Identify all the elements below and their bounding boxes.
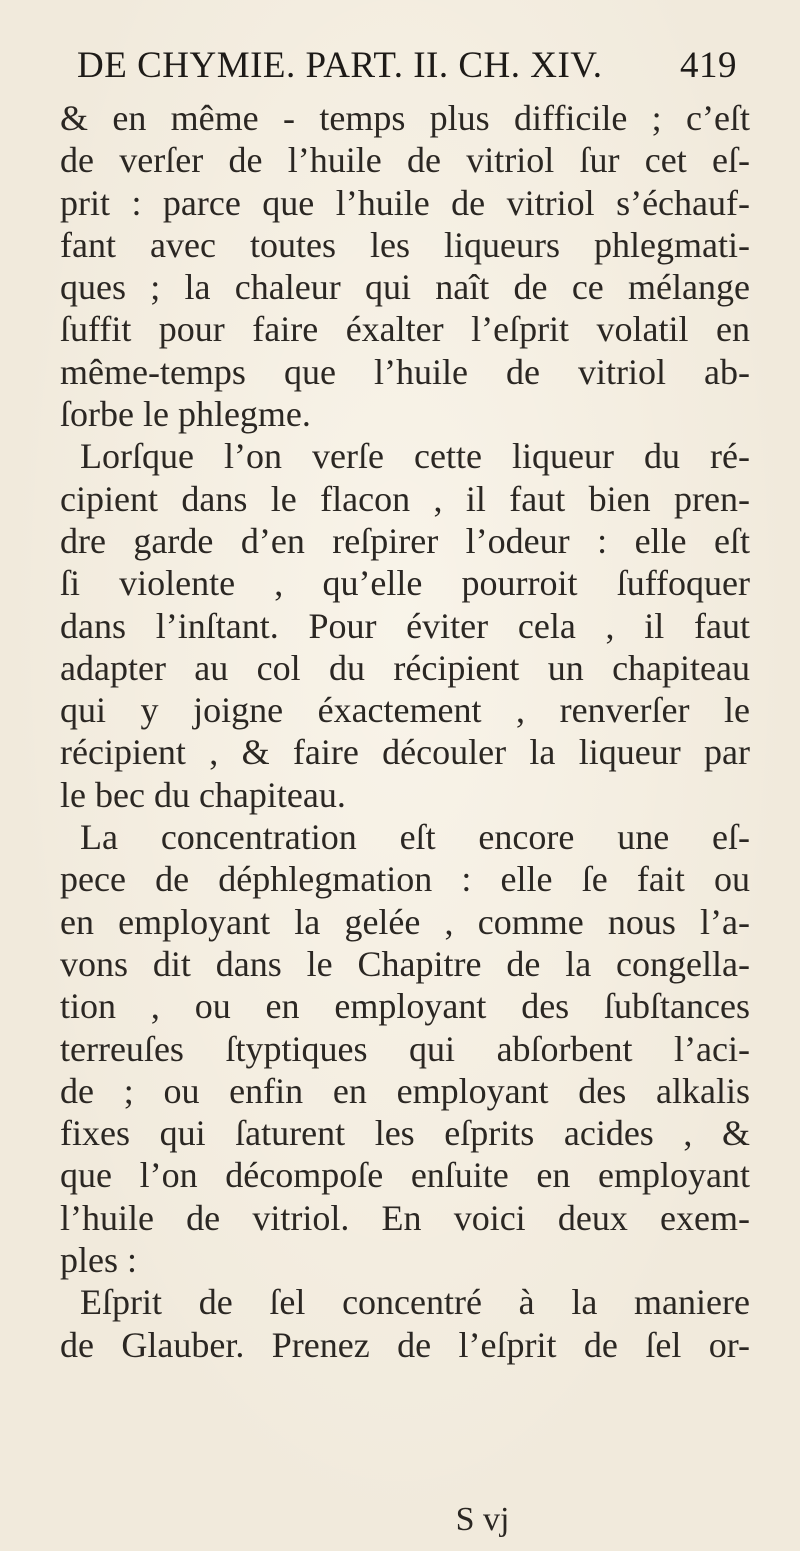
text-line: de verſer de l’huile de vitriol ſur cet eſ-	[60, 140, 750, 181]
text-line: même-temps que l’huile de vitriol ab-	[60, 351, 750, 392]
text-line: dre garde d’en reſpirer l’odeur : elle eſt	[60, 520, 750, 561]
text-line: que l’on décompoſe enſuite en employant	[60, 1155, 750, 1196]
text-line: en employant la gelée , comme nous l’a-	[60, 901, 750, 942]
paragraph-start-line: Eſprit de ſel concentré à la maniere	[80, 1282, 750, 1323]
text-line: de ; ou enfin en employant des alkalis	[60, 1070, 750, 1111]
text-line: fant avec toutes les liqueurs phlegmati-	[60, 224, 750, 265]
text-line: tion , ou en employant des ſubſtances	[60, 986, 750, 1027]
body-text	[60, 97, 750, 1366]
text-line: ſuffit pour faire éxalter l’eſprit volatil en	[60, 309, 750, 350]
text-line: adapter au col du récipient un chapiteau	[60, 647, 750, 688]
text-line: ques ; la chaleur qui naît de ce mélange	[60, 267, 750, 308]
text-line: & en même - temps plus difficile ; c’eſt	[60, 98, 750, 138]
text-line: dans l’inſtant. Pour éviter cela , il faut	[60, 605, 750, 646]
paragraph-start-line: Lorſque l’on verſe cette liqueur du ré-	[80, 436, 750, 477]
text-line: récipient , & faire découler la liqueur par	[60, 732, 750, 773]
page-number: 419	[680, 45, 737, 86]
text-line: ſorbe le phlegme.	[60, 394, 311, 435]
text-line: prit : parce que l’huile de vitriol s’échauf-	[60, 182, 750, 223]
text-line: ſi violente , qu’elle pourroit ſuffoquer	[60, 563, 750, 604]
running-title: DE CHYMIE. PART. II. CH. XIV.	[77, 45, 603, 86]
text-line: l’huile de vitriol. En voici deux exem-	[60, 1197, 750, 1238]
signature-mark: S vj	[455, 1501, 510, 1538]
text-line: ples :	[60, 1240, 137, 1281]
text-line: terreuſes ſtyptiques qui abſorbent l’aci-	[60, 1028, 750, 1069]
paragraph-start-line: La concentration eſt encore une eſ-	[80, 817, 750, 858]
text-line: vons dit dans le Chapitre de la congella-	[60, 943, 750, 984]
text-line: cipient dans le flacon , il faut bien pren-	[60, 478, 750, 519]
text-line: pece de déphlegmation : elle ſe fait ou	[60, 859, 750, 900]
running-head	[77, 44, 737, 88]
text-line: qui y joigne éxactement , renverſer le	[60, 690, 750, 731]
text-line: de Glauber. Prenez de l’eſprit de ſel or-	[60, 1324, 750, 1365]
text-line: le bec du chapiteau.	[60, 774, 346, 815]
text-line: fixes qui ſaturent les eſprits acides , &	[60, 1113, 750, 1154]
